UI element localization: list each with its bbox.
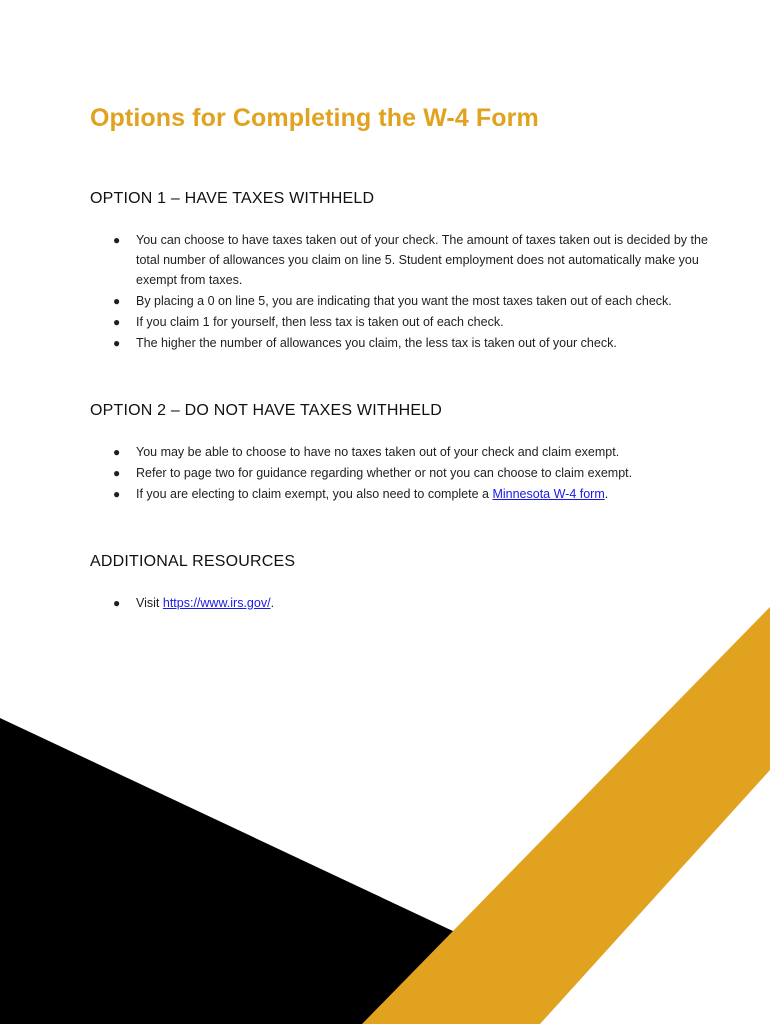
gold-stripe [362, 607, 770, 1024]
additional-resources-list [90, 593, 730, 613]
bullet-icon: ● [113, 336, 121, 350]
list-item: ● Visit https://www.irs.gov/. [90, 593, 730, 613]
additional-resources-section [90, 553, 730, 614]
minnesota-w4-link[interactable]: Minnesota W-4 form [492, 487, 605, 501]
list-item: ● The higher the number of allowances you claim, the less tax is taken out of your check. [90, 333, 730, 353]
option-1-heading: OPTION 1 – HAVE TAXES WITHHELD [90, 190, 375, 207]
bullet-icon: ● [113, 233, 121, 247]
bullet-icon: ● [113, 445, 121, 459]
list-item: ● By placing a 0 on line 5, you are indicating that you want the most taxes taken out of each check. [90, 291, 730, 311]
option-1-section [90, 190, 730, 354]
page-title: Options for Completing the W-4 Form [90, 104, 539, 132]
option-2-heading: OPTION 2 – DO NOT HAVE TAXES WITHHELD [90, 402, 443, 419]
bullet-icon: ● [113, 294, 121, 308]
irs-link[interactable]: https://www.irs.gov/ [162, 596, 271, 610]
list-item: ● You may be able to choose to have no taxes taken out of your check and claim exempt. [90, 442, 730, 462]
option-1-list [90, 230, 730, 353]
black-stripe [0, 718, 455, 1024]
bullet-icon: ● [113, 315, 121, 329]
list-item: ● If you are electing to claim exempt, you also need to complete a Minnesota W-4 form. [90, 484, 730, 504]
bullet-icon: ● [113, 466, 121, 480]
option-2-list [90, 442, 730, 504]
bullet-icon: ● [113, 487, 121, 501]
option-2-section [90, 402, 730, 505]
list-item: ● You can choose to have taxes taken out of your check. The amount of taxes taken out is decided by the total number of allowances you claim on line 5. Student employment does not automatically make you exempt from taxes. [90, 230, 730, 290]
list-item: ● If you claim 1 for yourself, then less tax is taken out of each check. [90, 312, 730, 332]
list-item: ● Refer to page two for guidance regarding whether or not you can choose to claim exempt. [90, 463, 730, 483]
additional-resources-heading: ADDITIONAL RESOURCES [90, 553, 296, 570]
bullet-icon: ● [113, 596, 121, 610]
